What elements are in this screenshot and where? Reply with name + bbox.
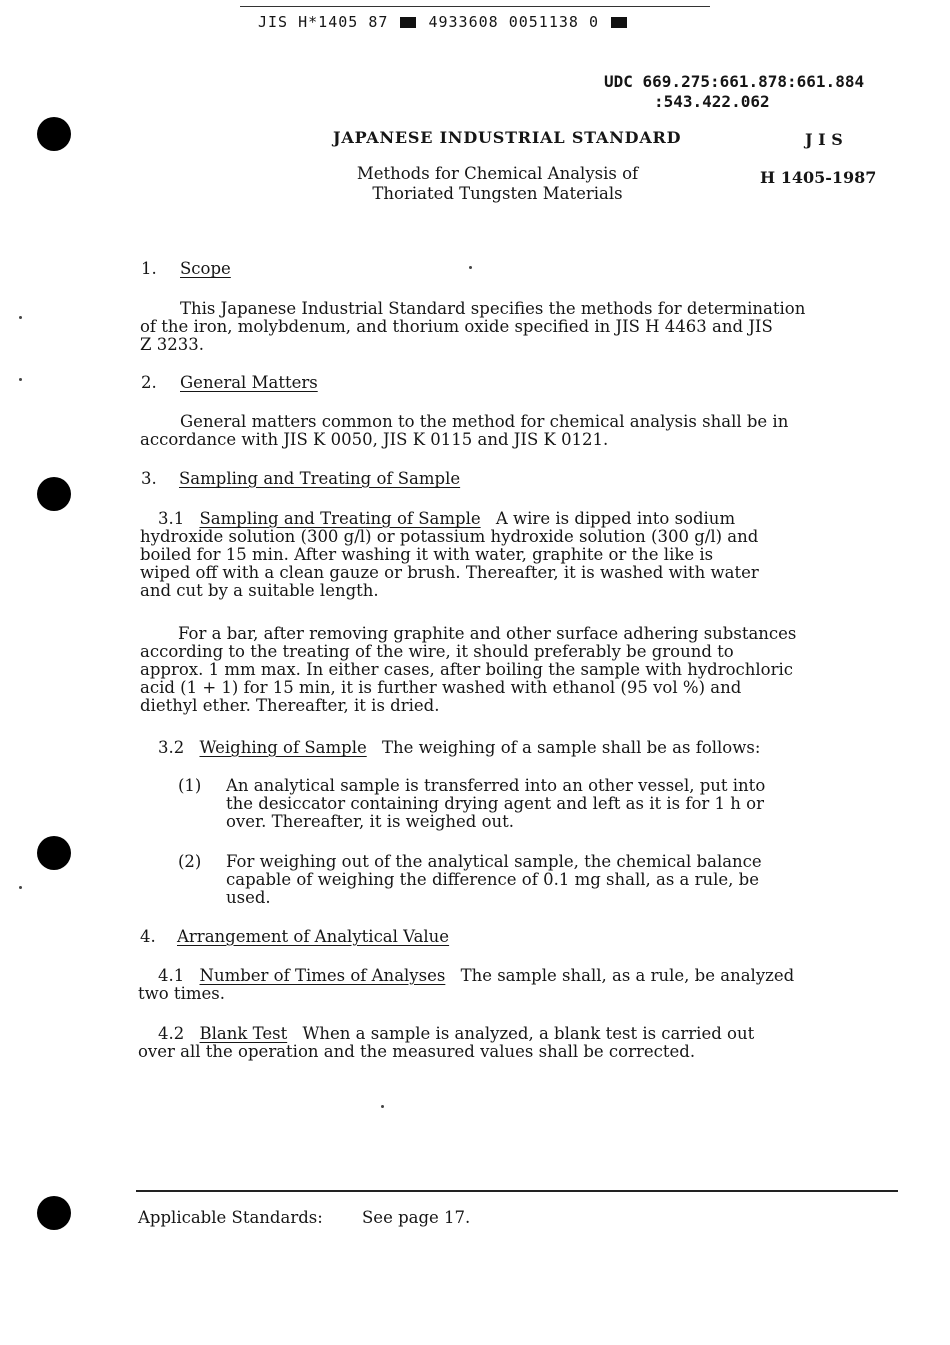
section-2-number: 2. — [141, 373, 157, 392]
text-span: The weighing of a sample shall be as follows: — [381, 738, 761, 757]
header-rule — [240, 6, 710, 7]
footer-rule — [136, 1190, 898, 1192]
scan-speck — [19, 316, 22, 319]
black-square-mark — [400, 17, 416, 28]
text-line: boiled for 15 min. After washing it with water, graphite or the like is — [140, 545, 714, 564]
text-line: the desiccator containing drying agent and left as it is for 1 h or — [226, 794, 764, 813]
section-3-title: Sampling and Treating of Sample — [179, 469, 461, 488]
text-line: For a bar, after removing graphite and other surface adhering substances — [178, 624, 797, 643]
udc-line-1: UDC 669.275:661.878:661.884 — [604, 72, 865, 91]
list-item-2-number: (2) — [178, 852, 202, 871]
section-1-number: 1. — [141, 259, 157, 278]
text-line: two times. — [138, 984, 225, 1003]
section-2-paragraph — [140, 413, 788, 449]
section-4-1-number: 4.1 — [158, 966, 185, 985]
section-4-1-title: Number of Times of Analyses — [199, 966, 446, 985]
section-3-1-number: 3.1 — [158, 509, 185, 528]
section-3-1-title: Sampling and Treating of Sample — [199, 509, 481, 528]
list-item-2 — [226, 853, 762, 907]
section-3-number: 3. — [141, 469, 157, 488]
udc-line-2: :543.422.062 — [654, 92, 770, 111]
punch-hole — [37, 117, 71, 151]
standard-org: JAPANESE INDUSTRIAL STANDARD — [333, 128, 682, 147]
doc-number: H 1405-1987 — [760, 168, 877, 187]
text-line: approx. 1 mm max. In either cases, after boiling the sample with hydrochloric — [140, 660, 794, 679]
text-line: according to the treating of the wire, it should preferably be ground to — [140, 642, 734, 661]
text-line: accordance with JIS K 0050, JIS K 0115 and JIS K 0121. — [140, 430, 609, 449]
section-1-title: Scope — [180, 259, 231, 278]
text-line: Z 3233. — [140, 335, 204, 354]
text-line: over all the operation and the measured values shall be corrected. — [138, 1042, 696, 1061]
scan-speck — [381, 1105, 384, 1108]
text-line: General matters common to the method for chemical analysis shall be in — [180, 412, 789, 431]
text-line: capable of weighing the difference of 0.1 mg shall, as a rule, be — [226, 870, 760, 889]
text-line: wiped off with a clean gauze or brush. Thereafter, it is washed with water — [140, 563, 759, 582]
header-code — [258, 13, 629, 31]
section-4-2-title: Blank Test — [199, 1024, 288, 1043]
section-3-1-paragraph — [140, 510, 759, 600]
list-item-1 — [226, 777, 765, 831]
section-4-2-number: 4.2 — [158, 1024, 185, 1043]
applicable-standards-reference: See page 17. — [362, 1208, 471, 1227]
text-span: A wire is dipped into sodium — [495, 509, 736, 528]
text-line: over. Thereafter, it is weighed out. — [226, 812, 515, 831]
text-line: An analytical sample is transferred into an other vessel, put into — [226, 776, 766, 795]
section-3-2-heading — [140, 739, 760, 757]
section-1-paragraph — [140, 300, 805, 354]
jis-mark: J I S — [805, 130, 843, 149]
text-line: used. — [226, 888, 271, 907]
text-line: For weighing out of the analytical sample, the chemical balance — [226, 852, 762, 871]
section-2-title: General Matters — [180, 373, 318, 392]
text-line — [140, 510, 759, 528]
punch-hole — [37, 836, 71, 870]
text-line — [138, 967, 794, 985]
section-3-2-title: Weighing of Sample — [199, 738, 367, 757]
section-4-number: 4. — [140, 927, 156, 946]
header-code-middle: 4933608 0051138 0 — [428, 13, 599, 31]
text-line — [140, 739, 760, 757]
punch-hole — [37, 1196, 71, 1230]
scan-speck — [19, 886, 22, 889]
header-code-left: JIS H*1405 87 — [258, 13, 389, 31]
punch-hole — [37, 477, 71, 511]
text-span: The sample shall, as a rule, be analyzed — [460, 966, 795, 985]
scan-speck — [19, 378, 22, 381]
black-square-mark — [611, 17, 627, 28]
section-3-2-number: 3.2 — [158, 738, 185, 757]
list-item-1-number: (1) — [178, 776, 202, 795]
text-line: of the iron, molybdenum, and thorium oxide specified in JIS H 4463 and JIS — [140, 317, 773, 336]
doc-title-line-2: Thoriated Tungsten Materials — [372, 184, 623, 203]
text-line: This Japanese Industrial Standard specifies the methods for determination — [180, 299, 806, 318]
text-line: and cut by a suitable length. — [140, 581, 379, 600]
text-line: acid (1 + 1) for 15 min, it is further washed with ethanol (95 vol %) and — [140, 678, 742, 697]
section-4-2-paragraph — [138, 1025, 754, 1061]
text-line — [138, 1025, 754, 1043]
section-4-title: Arrangement of Analytical Value — [177, 927, 450, 946]
text-span: When a sample is analyzed, a blank test is carried out — [302, 1024, 755, 1043]
section-4-1-paragraph — [138, 967, 794, 1003]
section-3-paragraph-2 — [140, 625, 796, 715]
text-line: hydroxide solution (300 g/l) or potassium hydroxide solution (300 g/l) and — [140, 527, 759, 546]
text-line: diethyl ether. Thereafter, it is dried. — [140, 696, 440, 715]
applicable-standards-label: Applicable Standards: — [138, 1208, 323, 1227]
scan-speck — [469, 266, 472, 269]
doc-title-line-1: Methods for Chemical Analysis of — [356, 164, 639, 183]
